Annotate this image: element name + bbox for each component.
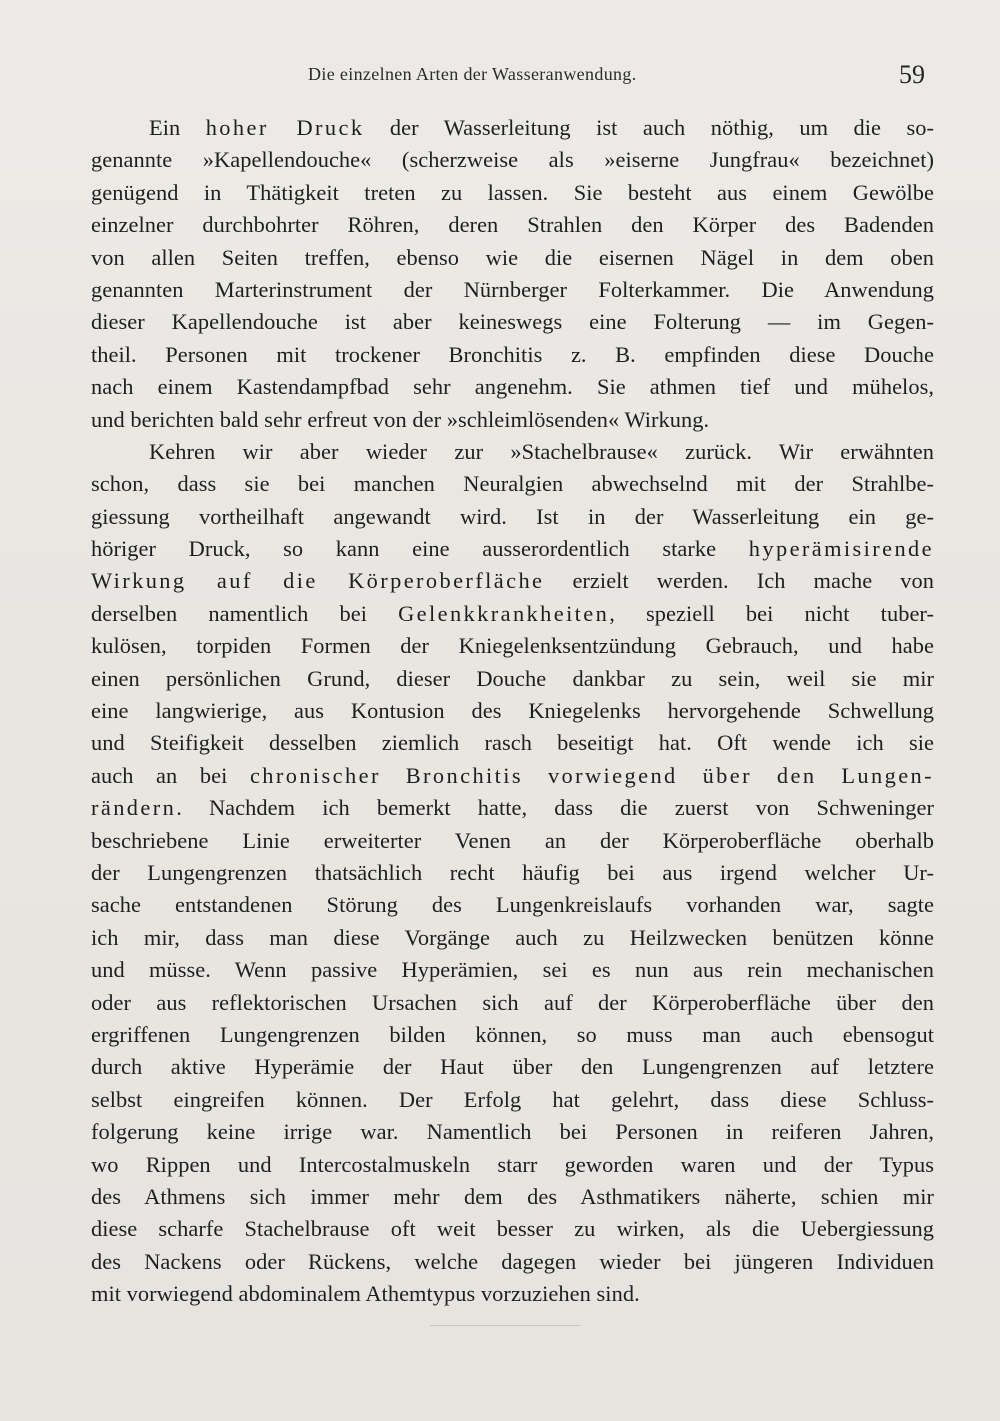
- text-line: [91, 436, 934, 468]
- text-line: [91, 371, 934, 403]
- text-segment: einzelner durchbohrter Röhren, deren Strahlen den Körper des Badenden: [91, 212, 934, 238]
- text-line: [91, 177, 934, 209]
- text-segment: oder aus reflektorischen Ursachen sich auf der Körperoberfläche über den: [91, 989, 934, 1015]
- text-segment: dieser Kapellendouche ist aber keineswegs eine Folterung — im Gegen-: [91, 309, 934, 335]
- text-segment: nach einem Kastendampfbad sehr angenehm. Sie athmen tief und mühelos,: [91, 374, 934, 400]
- text-segment: selbst eingreifen können. Der Erfolg hat gelehrt, dass diese Schluss-: [91, 1086, 934, 1112]
- text-segment: einen persönlichen Grund, dieser Douche dankbar zu sein, weil sie mir: [91, 665, 934, 691]
- text-line: [91, 1051, 934, 1083]
- text-line: [91, 1116, 934, 1148]
- text-segment: Kehren wir aber wieder zur »Stachelbrause« zurück. Wir erwähnten: [149, 438, 934, 464]
- text-line: [91, 144, 934, 176]
- emphasis-spaced-text: Gelenkkrankheiten: [398, 600, 610, 626]
- text-line: [91, 468, 934, 500]
- text-line: [91, 954, 934, 986]
- text-segment: des Athmens sich immer mehr dem des Asthmatikers näherte, schien mir: [91, 1183, 934, 1209]
- page-number: 59: [899, 60, 925, 89]
- text-segment: und Steifigkeit desselben ziemlich rasch beseitigt hat. Oft wende ich sie: [91, 730, 934, 756]
- text-line: [91, 695, 934, 727]
- text-line: [91, 1278, 934, 1310]
- text-line: [91, 630, 934, 662]
- text-segment: diese scharfe Stachelbrause oft weit besser zu wirken, als die Uebergiessung: [91, 1216, 934, 1242]
- text-segment: von allen Seiten treffen, ebenso wie die eisernen Nägel in dem oben: [91, 244, 934, 270]
- text-segment: giessung vortheilhaft angewandt wird. Ist in der Wasserleitung ein ge-: [91, 503, 934, 529]
- text-segment: eine langwierige, aus Kontusion des Kniegelenks hervorgehende Schwellung: [91, 698, 934, 724]
- text-line: [91, 760, 934, 792]
- body-text: [91, 112, 934, 1310]
- running-title: Die einzelnen Arten der Wasseranwendung.: [308, 64, 637, 84]
- text-line: [91, 306, 934, 338]
- emphasis-spaced-text: chronischer Bronchitis vorwiegend über den Lungen-: [249, 762, 934, 788]
- emphasis-spaced-text: Wirkung auf die Körperoberfläche: [91, 568, 545, 594]
- text-line: [91, 501, 934, 533]
- text-segment: erzielt werden. Ich mache von: [544, 568, 934, 594]
- text-line: [91, 922, 934, 954]
- text-line: [91, 242, 934, 274]
- text-line: [91, 987, 934, 1019]
- text-segment: derselben namentlich bei: [91, 600, 399, 626]
- text-segment: schon, dass sie bei manchen Neuralgien abwechselnd mit der Strahlbe-: [91, 471, 934, 497]
- text-line: [91, 1084, 934, 1116]
- text-line: [91, 112, 934, 144]
- text-line: [91, 663, 934, 695]
- text-segment: höriger Druck, so kann eine ausserordentlich starke: [91, 536, 749, 562]
- text-line: [91, 598, 934, 630]
- emphasis-spaced-text: hoher Druck: [205, 115, 365, 140]
- text-line: [91, 1246, 934, 1278]
- text-segment: kulösen, torpiden Formen der Kniegelenksentzündung Gebrauch, und habe: [91, 633, 934, 659]
- text-line: [91, 727, 934, 759]
- text-segment: und berichten bald sehr erfreut von der »schleimlösenden« Wirkung.: [91, 406, 710, 432]
- text-segment: genannte »Kapellendouche« (scherzweise als »eiserne Jungfrau« bezeichnet): [91, 147, 934, 173]
- text-line: [91, 339, 934, 371]
- text-line: [91, 1181, 934, 1213]
- emphasis-spaced-text: hyperämisirende: [748, 536, 934, 562]
- text-line: [91, 889, 934, 921]
- text-line: [91, 209, 934, 241]
- text-line: [91, 404, 934, 436]
- text-line: [91, 857, 934, 889]
- text-line: [91, 565, 934, 597]
- text-segment: theil. Personen mit trockener Bronchitis z. B. empfinden diese Douche: [91, 341, 934, 367]
- text-line: [91, 1213, 934, 1245]
- text-segment: der Lungengrenzen thatsächlich recht häufig bei aus irgend welcher Ur-: [91, 859, 934, 885]
- paragraph: [91, 112, 934, 436]
- text-segment: durch aktive Hyperämie der Haut über den Lungengrenzen auf letztere: [91, 1054, 934, 1080]
- text-line: [91, 1019, 934, 1051]
- text-line: [91, 1149, 934, 1181]
- text-segment: . Nachdem ich bemerkt hatte, dass die zuerst von Schweninger: [176, 795, 934, 821]
- footer-rule: [430, 1325, 580, 1326]
- text-line: [91, 825, 934, 857]
- running-header: [0, 58, 1000, 92]
- text-segment: Ein: [149, 115, 206, 140]
- text-segment: auch an bei: [91, 762, 250, 788]
- text-segment: wo Rippen und Intercostalmuskeln starr geworden waren und der Typus: [91, 1151, 934, 1177]
- text-segment: des Nackens oder Rückens, welche dagegen wieder bei jüngeren Individuen: [91, 1248, 934, 1274]
- text-segment: genügend in Thätigkeit treten zu lassen. Sie besteht aus einem Gewölbe: [91, 179, 934, 205]
- paragraph: [91, 436, 934, 1311]
- text-line: [91, 533, 934, 565]
- text-segment: ich mir, dass man diese Vorgänge auch zu Heilzwecken benützen könne: [91, 924, 934, 950]
- text-segment: sache entstandenen Störung des Lungenkreislaufs vorhanden war, sagte: [91, 892, 934, 918]
- text-segment: der Wasserleitung ist auch nöthig, um die so-: [364, 115, 935, 140]
- text-segment: genannten Marterinstrument der Nürnberger Folterkammer. Die Anwendung: [91, 276, 934, 302]
- text-segment: ergriffenen Lungengrenzen bilden können, so muss man auch ebensogut: [91, 1021, 934, 1047]
- text-line: [91, 274, 934, 306]
- emphasis-spaced-text: rändern: [91, 795, 177, 821]
- text-segment: , speziell bei nicht tuber-: [609, 600, 934, 626]
- text-segment: mit vorwiegend abdominalem Athemtypus vorzuziehen sind.: [91, 1281, 640, 1307]
- text-line: [91, 792, 934, 824]
- text-segment: folgerung keine irrige war. Namentlich bei Personen in reiferen Jahren,: [91, 1119, 934, 1145]
- text-segment: und müsse. Wenn passive Hyperämien, sei es nun aus rein mechanischen: [91, 957, 934, 983]
- text-segment: beschriebene Linie erweiterter Venen an der Körperoberfläche oberhalb: [91, 827, 934, 853]
